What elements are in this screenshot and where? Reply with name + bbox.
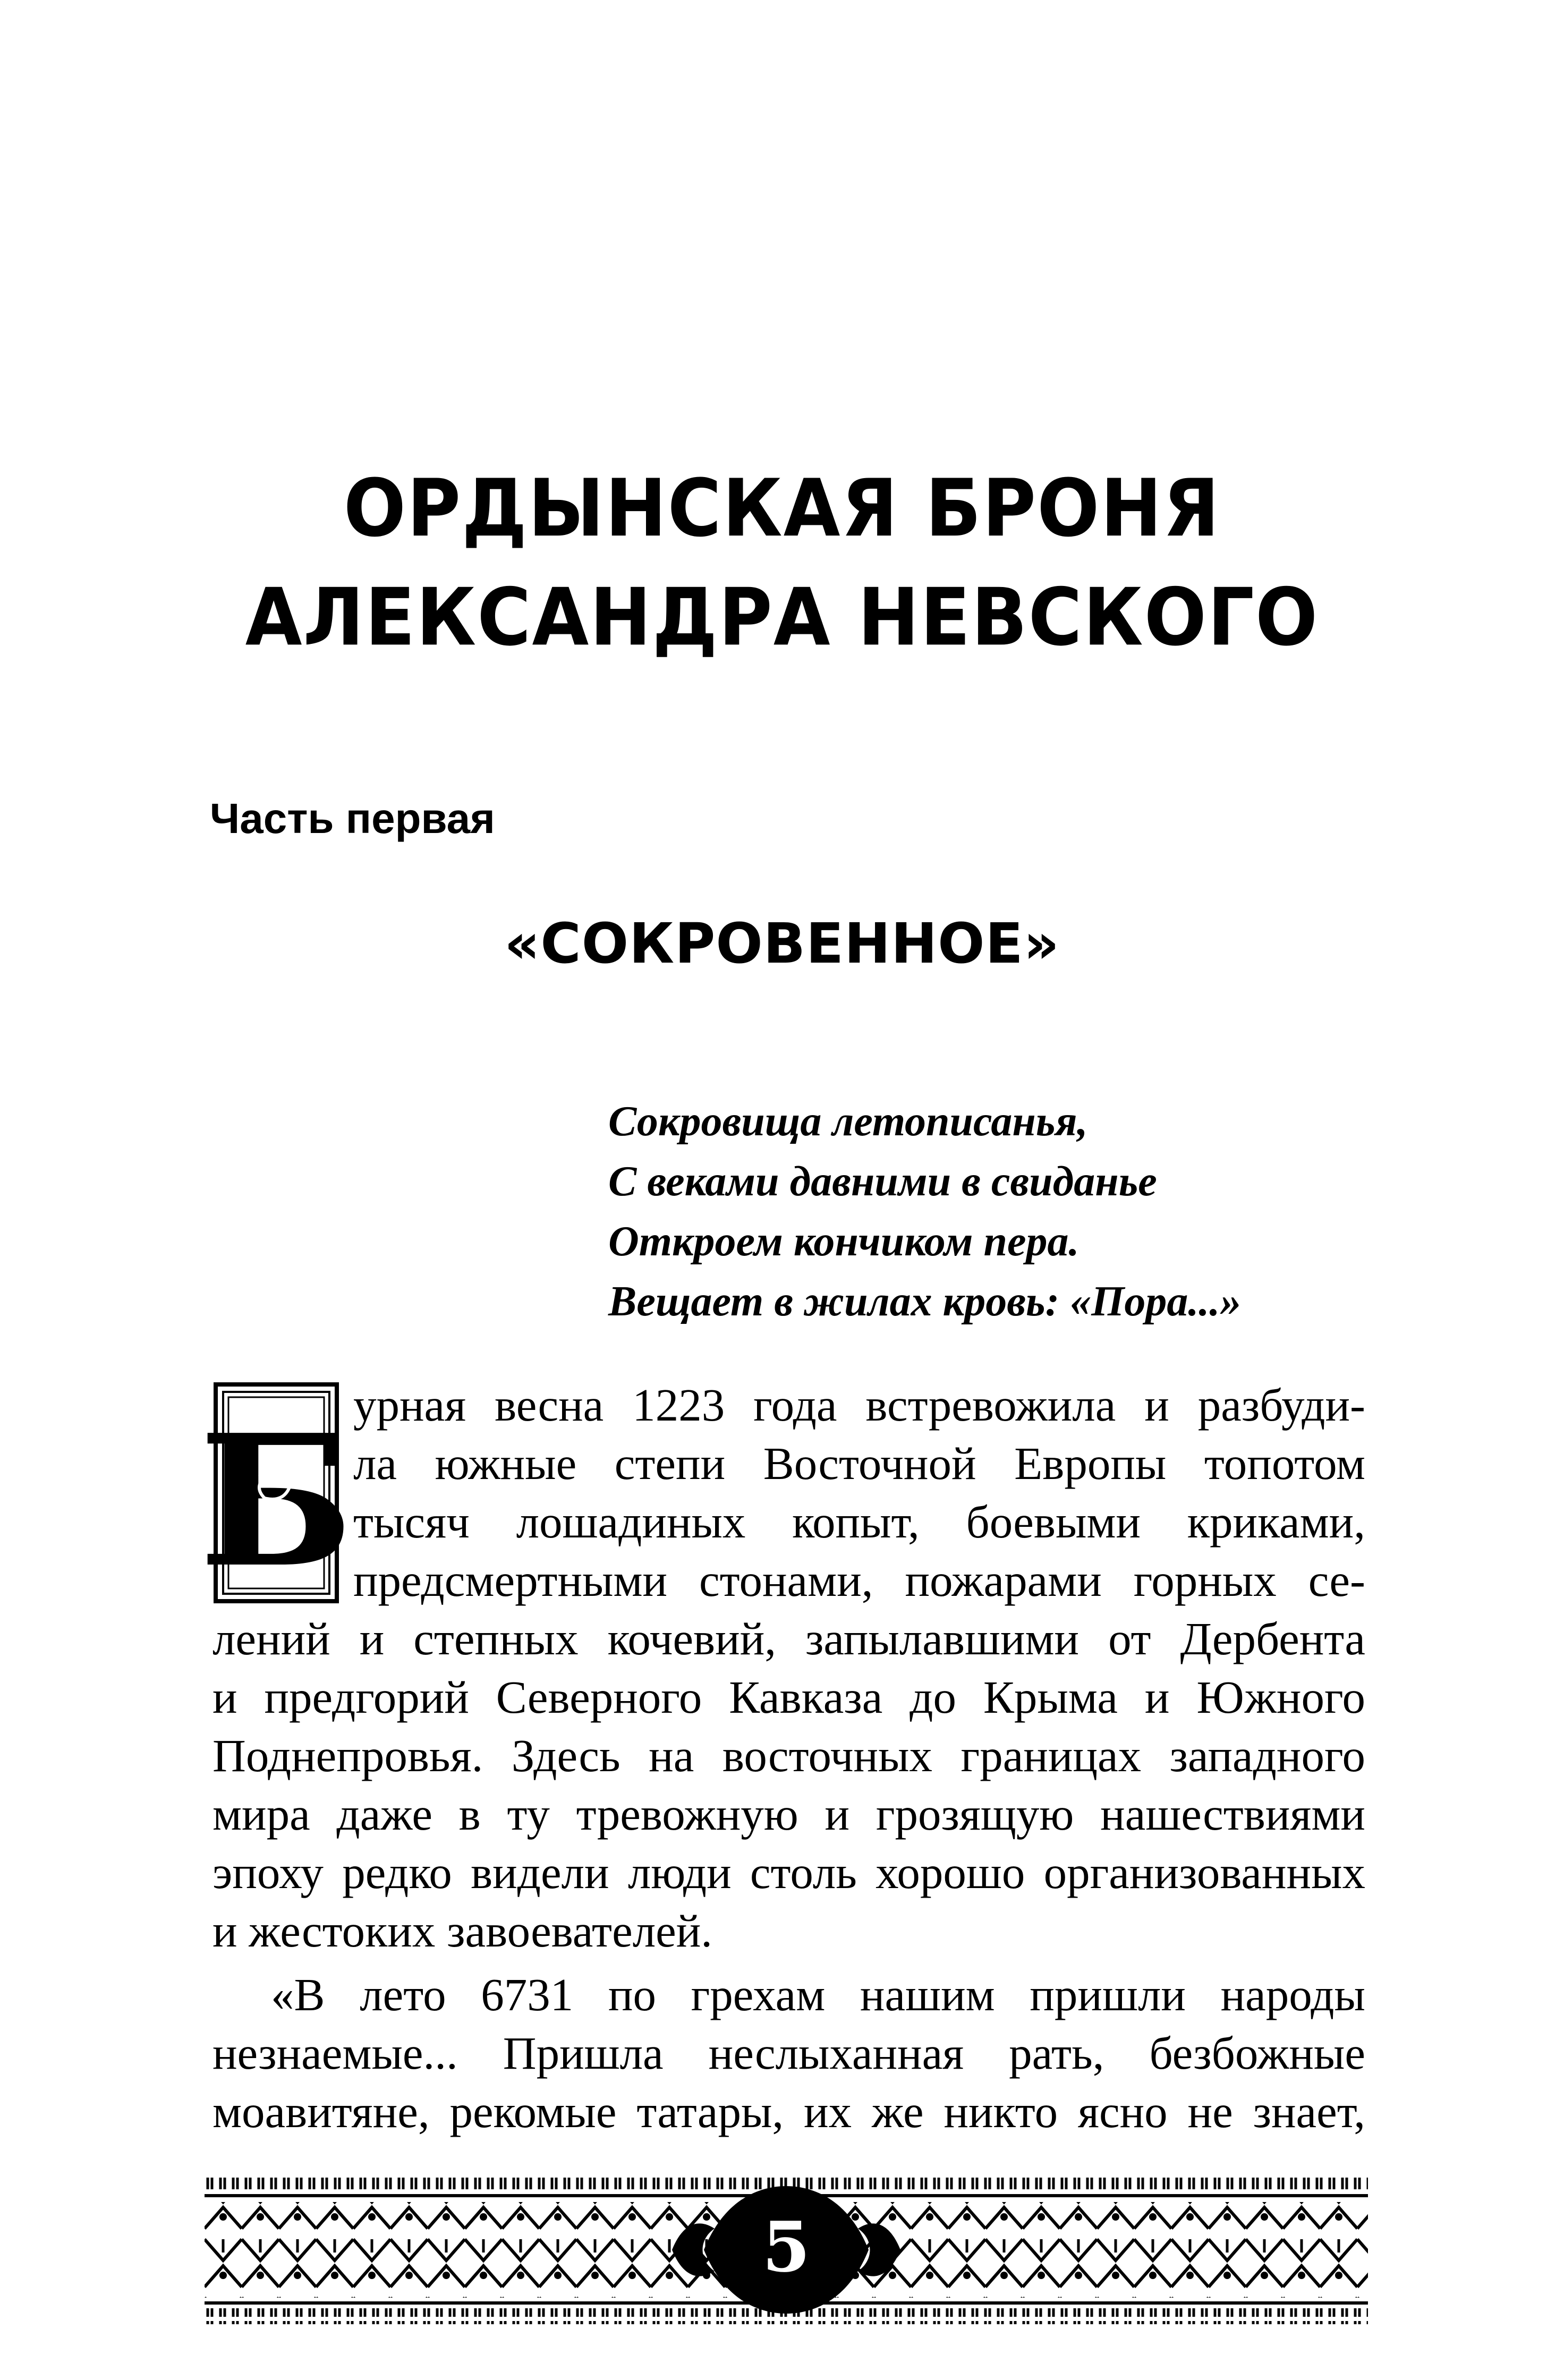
- section-title: «СОКРОВЕННОЕ»: [504, 911, 1060, 976]
- page-number: 5: [762, 2206, 811, 2288]
- text-line: незнаемые... Пришла неслыханная рать, безбожные: [212, 2027, 1365, 2079]
- epigraph: [608, 1092, 1241, 1332]
- dropcap-initial: [199, 1381, 354, 1608]
- text-line: тысяч лошадиных копыт, боевыми криками,: [353, 1496, 1365, 1548]
- epigraph-line: Вещает в жилах кровь: «Пора...»: [608, 1278, 1242, 1325]
- text-line: эпоху редко видели люди столь хорошо организованных: [212, 1847, 1365, 1898]
- text-line: предсмертными стонами, пожарами горных се-: [353, 1554, 1365, 1606]
- epigraph-line: Откроем кончиком пера.: [608, 1218, 1080, 1265]
- text-line: моавитяне, рекомые татары, их же никто ясно не знает,: [212, 2086, 1365, 2137]
- text-line: лений и степных кочевий, запылавшими от Дербента: [212, 1613, 1365, 1664]
- book-title: [0, 454, 1564, 672]
- part-label: Часть первая: [210, 795, 495, 842]
- book-title-line-1: ОРДЫНСКАЯ БРОНЯ: [343, 462, 1221, 555]
- text-line: и жестоких завоевателей.: [212, 1905, 713, 1957]
- text-line: мира даже в ту тревожную и грозящую нашествиями: [212, 1788, 1365, 1840]
- epigraph-line: Сокровища летописанья,: [608, 1098, 1088, 1145]
- text-line: Поднепровья. Здесь на восточных границах западного: [212, 1730, 1365, 1781]
- dropcap-letter: Б: [199, 1396, 354, 1608]
- text-line: и предгорий Северного Кавказа до Крыма и Южного: [212, 1671, 1365, 1723]
- book-title-line-2: АЛЕКСАНДРА НЕВСКОГО: [245, 571, 1319, 664]
- text-line: «В лето 6731 по грехам нашим пришли народы: [271, 1969, 1365, 2020]
- epigraph-line: С веками давними в свиданье: [608, 1158, 1157, 1205]
- text-line: урная весна 1223 года встревожила и разбуди-: [353, 1379, 1365, 1431]
- text-line: ла южные степи Восточной Европы топотом: [353, 1438, 1365, 1489]
